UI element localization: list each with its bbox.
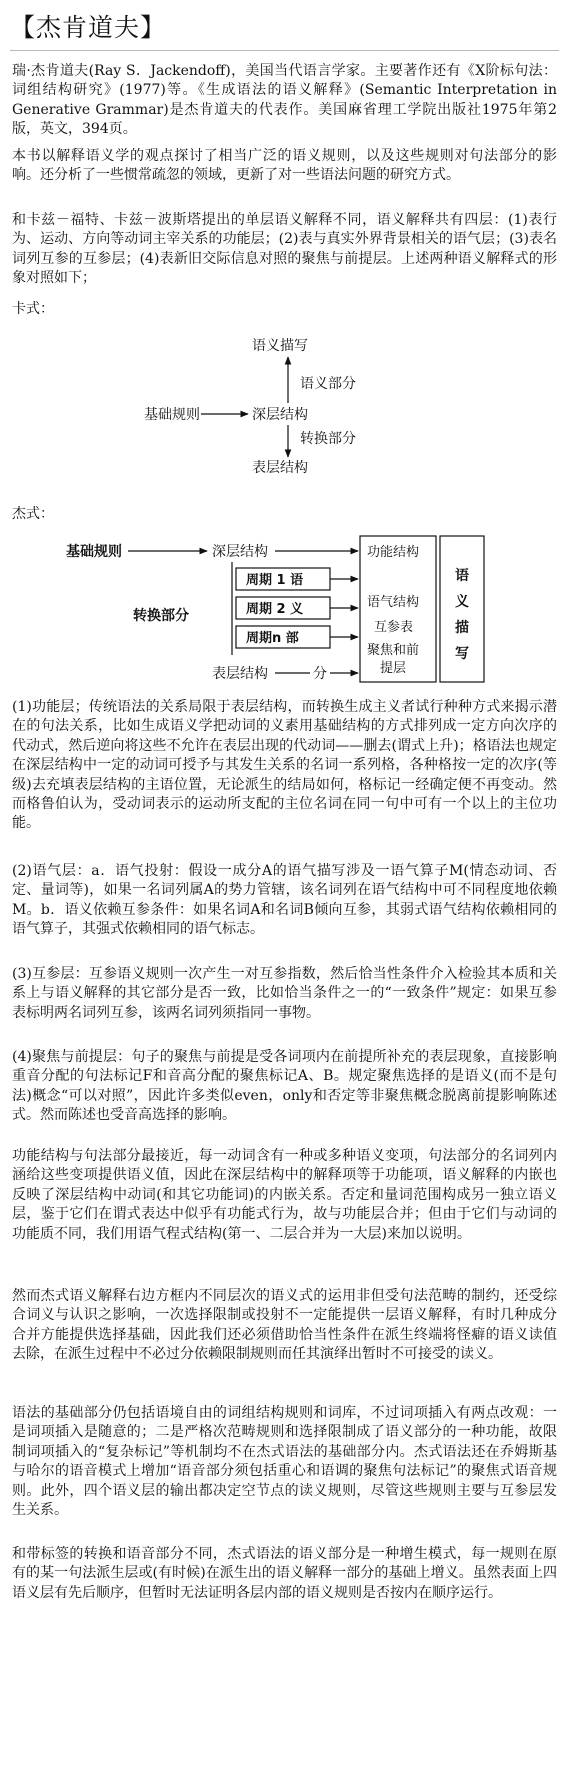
jack-semantic-char-2: 义 — [455, 594, 469, 610]
jack-focus-line2: 提层 — [380, 661, 407, 676]
focus-layer-paragraph: (4)聚焦与前提层：句子的聚焦与前提是受各词项内在前提所补充的表层现象，直接影响重音分配的句法标记F和音高分配的聚焦标记A、B。规定聚焦选择的是语义(而不是句法)概念“可以对照”，因此许多类似even，only和否定等非聚焦概念脱离前提影响陈述式。然而陈述也受音高选择的影响。 — [12, 1049, 557, 1124]
jack-focus-line1: 聚焦和前 — [367, 643, 420, 658]
incremental-model-paragraph: 和带标签的转换和语音部分不同，杰式语法的语义部分是一种增生模式，每一规则在原有的某一句法派生层或(有时候)在派生出的语义解释一部分的基础上增义。虽然表面上四语义层有先后顺序，但暂时无法证明各层内部的语义规则是否按内在顺序运行。 — [12, 1546, 557, 1601]
semantic-interpretation-paragraph: 然而杰式语义解释右边方框内不同层次的语义式的运用非但受句法范畴的制约，还受综合词义与认识之影响，一次选择限制或投射不一定能提供一层语义解释，有时几种成分合并方能提供选择基础，因此我们还必须借助恰当性条件在派生终端将怪癖的语义读值去除，在派生过程中不必过分依赖限制规则而任其演绎出暂时不可接受的读义。 — [12, 1288, 557, 1363]
jack-coreference-table: 互参表 — [374, 620, 414, 635]
modal-layer-paragraph: (2)语气层：a．语气投射：假设一成分A的语气描写涉及一语气算子M(情态动词、否定、量词等)，如果一名词列属A的势力管辖，该名词列在语气结构中可不同程度地依赖M。b．语义依赖互参条件：如果名词A和名词B倾向互参，其弱式语气结构依赖相同的语气算子，其强式依赖相同的语气标志。 — [12, 863, 557, 938]
jack-transform-part: 转换部分 — [133, 608, 189, 624]
jack-cyclen: 周期n 部 — [246, 631, 299, 646]
functional-structure-paragraph: 功能结构与句法部分最接近，每一动词含有一种或多种语义变项，句法部分的名词列内涵给这些变项提供语义值，因此在深层结构中的解释项等于功能项，语义解释的内嵌也反映了深层结构中动词(和其它功能词)的内嵌关系。否定和量词范围构成另一独立语义层，鉴于它们在谓式表达中似乎有功能式行为，故与功能层合并；但由于它们与动词的功能质不同，我们用语气程式结构(第一、二层合并为一大层)来加以说明。 — [12, 1148, 557, 1242]
jack-cycle2: 周期 2 义 — [246, 602, 304, 617]
jack-semantic-char-1: 语 — [455, 568, 469, 584]
jack-semantic-char-4: 写 — [455, 646, 469, 662]
jack-fen: 分 — [313, 666, 327, 682]
summary-paragraph: 本书以解释语义学的观点探讨了相当广泛的语义规则，以及这些规则对句法部分的影响。还分析了一些惯常疏忽的领域，更新了对一些语法问题的研究方式。 — [12, 148, 557, 184]
jack-deep-structure: 深层结构 — [212, 544, 268, 560]
katz-surface-structure: 表层结构 — [252, 460, 308, 476]
katz-deep-structure: 深层结构 — [252, 407, 308, 423]
jackendoff-model-diagram — [0, 530, 569, 690]
katz-semantic-part: 语义部分 — [300, 376, 356, 392]
katz-transform-part: 转换部分 — [300, 431, 356, 447]
intro-paragraph: 瑞·杰肯道夫(Ray S．Jackendoff)，美国当代语言学家。主要著作还有《X阶标句法：词组结构研究》(1977)等。《生成语法的语义解释》(Semantic Interpretation in Generative Grammar)是杰肯道夫的代表作。美国麻省理工学院出版社1975年第2版，英文，394页。 — [12, 63, 557, 138]
jack-base-rules: 基础规则 — [66, 544, 122, 560]
layers-paragraph: 和卡兹－福特、卡兹－波斯塔提出的单层语义解释不同，语义解释共有四层：(1)表行为、运动、方向等动词主宰关系的功能层；(2)表与真实外界背景相关的语气层；(3)表名词列互参的互参层；(4)表新旧交际信息对照的聚焦与前提层。上述两种语义解释式的形象对照如下； — [12, 212, 557, 287]
jack-cycle1: 周期 1 语 — [246, 573, 304, 588]
jack-modal-structure: 语气结构 — [367, 595, 420, 610]
entry-title — [10, 6, 559, 51]
jackendoff-label: 杰式： — [12, 506, 54, 522]
base-component-paragraph: 语法的基础部分仍包括语境自由的词组结构规则和词库，不过词项插入有两点改观：一是词项插入是随意的；二是严格次范畴规则和选择限制成了语义部分的一种功能，故限制词项插入的“复杂标记”等机制均不在杰式语法的基础部分内。杰式语法还在乔姆斯基与哈尔的语音模式上增加“语音部分须包括重心和语调的聚焦句法标记”的聚焦式语音规则。此外，四个语义层的输出都决定空节点的读义规则，尽管这些规则主要与互参层发生关系。 — [12, 1405, 557, 1519]
functional-layer-paragraph: (1)功能层；传统语法的关系局限于表层结构，而转换生成主义者试行种种方式来揭示潜在的句法关系，比如生成语义学把动词的义素用基础结构的方式排列成一定方向次序的代动式，然后逆向将这些不允许在表层出现的代动词——删去(谓式上升)；格语法也规定在深层结构中一定的动词可授予与其发生关系的名词一系列格，各种格按一定的次序(等级)去充填表层结构的主语位置，无论派生的结局如何，格标记一经确定便不再变动。然而格鲁伯认为，受动词表示的运动所支配的主位名词在同一句中可有一个以上的主位功能。 — [12, 699, 557, 832]
jack-surface-structure: 表层结构 — [212, 666, 268, 682]
jack-semantic-char-3: 描 — [455, 620, 469, 636]
coreference-layer-paragraph: (3)互参层：互参语义规则一次产生一对互参指数，然后恰当性条件介入检验其本质和关系上与语义解释的其它部分是否一致，比如恰当条件之一的“一致条件”规定：如果互参表标明两名词列互参，该两名词列须指同一事物。 — [12, 966, 557, 1021]
katz-semantic-representation: 语义描写 — [252, 338, 308, 354]
katz-label: 卡式： — [12, 301, 54, 317]
jack-functional-structure: 功能结构 — [367, 545, 420, 560]
katz-model-diagram — [0, 330, 569, 480]
katz-base-rules: 基础规则 — [144, 407, 200, 423]
entry-title-text: 【杰肯道夫】 — [10, 13, 167, 42]
